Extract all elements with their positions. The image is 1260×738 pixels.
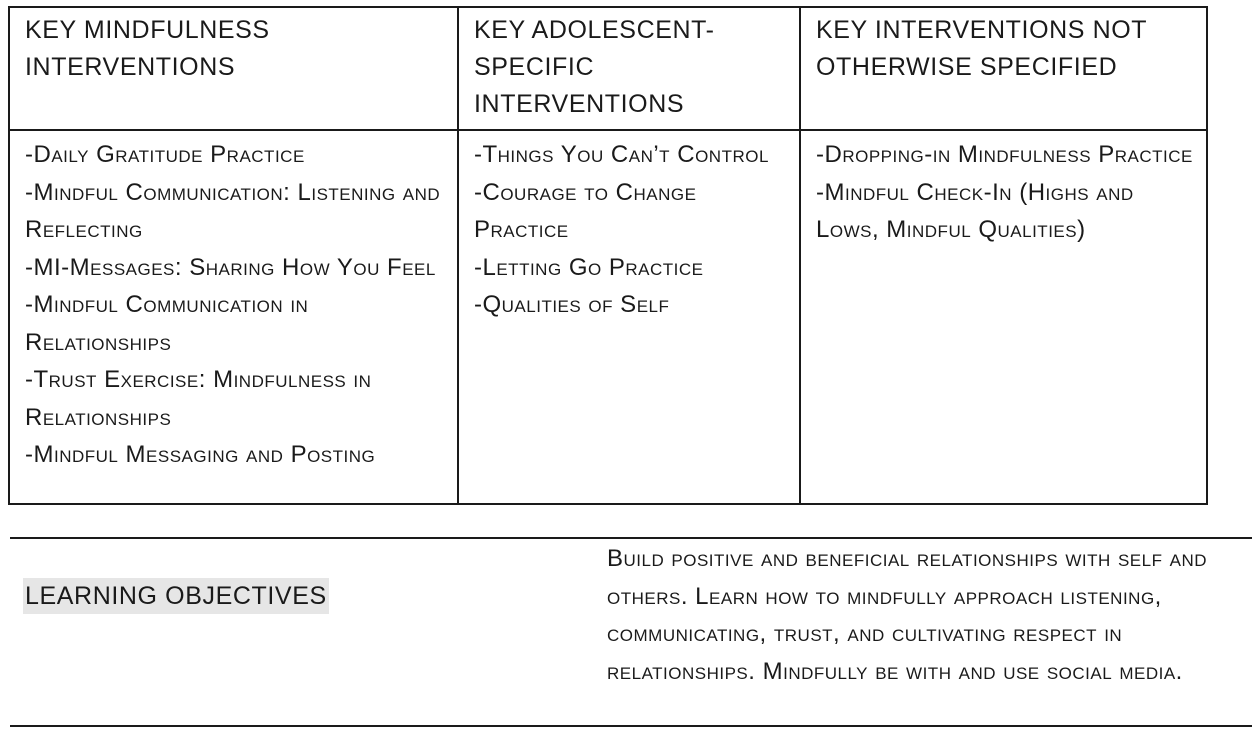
list-item: -Mindful Check-In (Highs and Lows, Mindful Qualities) xyxy=(816,178,1134,243)
list-item: -Courage to Change Practice xyxy=(474,178,697,243)
adolescent-interventions-cell xyxy=(458,130,800,504)
list-item: -Mindful Messaging and Posting xyxy=(25,441,376,468)
list-item: -Qualities of Self xyxy=(474,291,670,318)
list-item: -Mindful Communication in Relationships xyxy=(25,291,309,356)
interventions-table xyxy=(8,6,1208,505)
list-item: -Things You Can’t Control xyxy=(474,141,769,168)
learning-objectives-label: LEARNING OBJECTIVES xyxy=(23,578,329,614)
list-item: -Letting Go Practice xyxy=(474,253,704,281)
interventions-table-wrapper xyxy=(8,6,1208,505)
list-item: -Dropping-in Mindfulness Practice xyxy=(816,141,1193,168)
header-other-interventions: KEY INTERVENTIONS NOT OTHERWISE SPECIFIED xyxy=(800,7,1207,130)
table-header-row xyxy=(9,7,1207,130)
learning-objectives-section xyxy=(10,537,1252,727)
learning-objectives-text: Build positive and beneficial relationships with self and others. Learn how to mindfully approach listening, communicating, trust, and cultivating respect in relationships. Mindfully be with and use social media. xyxy=(607,545,1208,685)
header-adolescent-interventions: KEY ADOLESCENT-SPECIFIC INTERVENTIONS xyxy=(458,7,800,130)
list-item: -Trust Exercise: Mindfulness in Relationships xyxy=(25,366,372,431)
table-row xyxy=(9,130,1207,504)
other-interventions-cell xyxy=(800,130,1207,504)
list-item: -MI-Messages: Sharing How You Feel xyxy=(25,253,436,281)
list-item: -Daily Gratitude Practice xyxy=(25,141,305,168)
mindfulness-interventions-cell xyxy=(9,130,458,504)
header-mindfulness-interventions: KEY MINDFULNESS INTERVENTIONS xyxy=(9,7,458,130)
list-item: -Mindful Communication: Listening and Reflecting xyxy=(25,178,441,243)
